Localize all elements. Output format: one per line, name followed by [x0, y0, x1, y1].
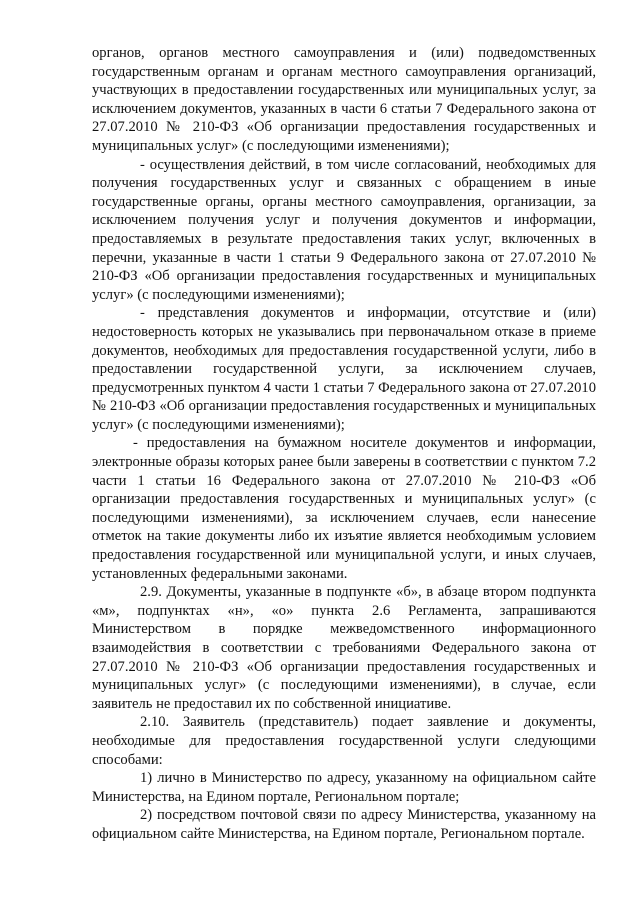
paragraph-item-actions: - осуществления действий, в том числе согласований, необходимых для получения государственных услуг и связанных с обращением в иные государственные органы, органы местного самоуправления, организации, за исключением получения услуг и получения документов и информации, предоставляемых в результате предоставления таких услуг, включенных в перечни, указанные в части 1 статьи 9 Федерального закона от 27.07.2010 № 210-ФЗ «Об организации предоставления государственных и муниципальных услуг» (с последующими изменениями);: [92, 156, 596, 303]
paragraph-item-documents: - представления документов и информации, отсутствие и (или) недостоверность которых не указывались при первоначальном отказе в приеме документов, необходимых для предоставления государственной услуги, либо в предоставлении государственной услуги, за исключением случаев, предусмотренных пунктом 4 части 1 статьи 7 Федерального закона от 27.07.2010 № 210-ФЗ «Об организации предоставления государственных и муниципальных услуг» (с последующими изменениями);: [92, 305, 596, 433]
paragraph-item-paper-documents: - предоставления на бумажном носителе документов и информации, электронные образы которых ранее были заверены в соответствии с пунктом 7.2 части 1 статьи 16 Федерального закона от 27.07.2010 № 210-ФЗ «Об организации предоставления государственных и муниципальных услуг» (с последующими изменениями), за исключением случаев, если нанесение отметок на такие документы либо их изъятие является необходимым условием предоставления государственной или муниципальной услуги, и иных случаев, установленных федеральными законами.: [92, 435, 596, 582]
paragraph-2-10: 2.10. Заявитель (представитель) подает заявление и документы, необходимые для предоставления государственной услуги следующими способами:: [92, 714, 596, 768]
paragraph-continuation: органов, органов местного самоуправления и (или) подведомственных государственным органам и органам местного самоуправления организаций, участвующих в предоставлении государственных или муниципальных услуг, за исключением документов, указанных в части 6 статьи 7 Федерального закона от 27.07.2010 № 210-ФЗ «Об организации предоставления государственных и муниципальных услуг» (с последующими изменениями);: [92, 45, 596, 154]
paragraph-method-1: 1) лично в Министерство по адресу, указанному на официальном сайте Министерства, на Едином портале, Региональном портале;: [92, 770, 596, 805]
paragraph-method-2: 2) посредством почтовой связи по адресу Министерства, указанному на официальном сайте Министерства, на Едином портале, Региональном портале.: [92, 807, 596, 842]
document-page: [92, 44, 596, 844]
paragraph-2-9: 2.9. Документы, указанные в подпункте «б», в абзаце втором подпункта «м», подпунктах «н», «о» пункта 2.6 Регламента, запрашиваются Министерством в порядке межведомственного информационного взаимодействия в соответствии с требованиями Федерального закона от 27.07.2010 № 210-ФЗ «Об организации предоставления государственных и муниципальных услуг» (с последующими изменениями), в случае, если заявитель не предоставил их по собственной инициативе.: [92, 584, 596, 712]
